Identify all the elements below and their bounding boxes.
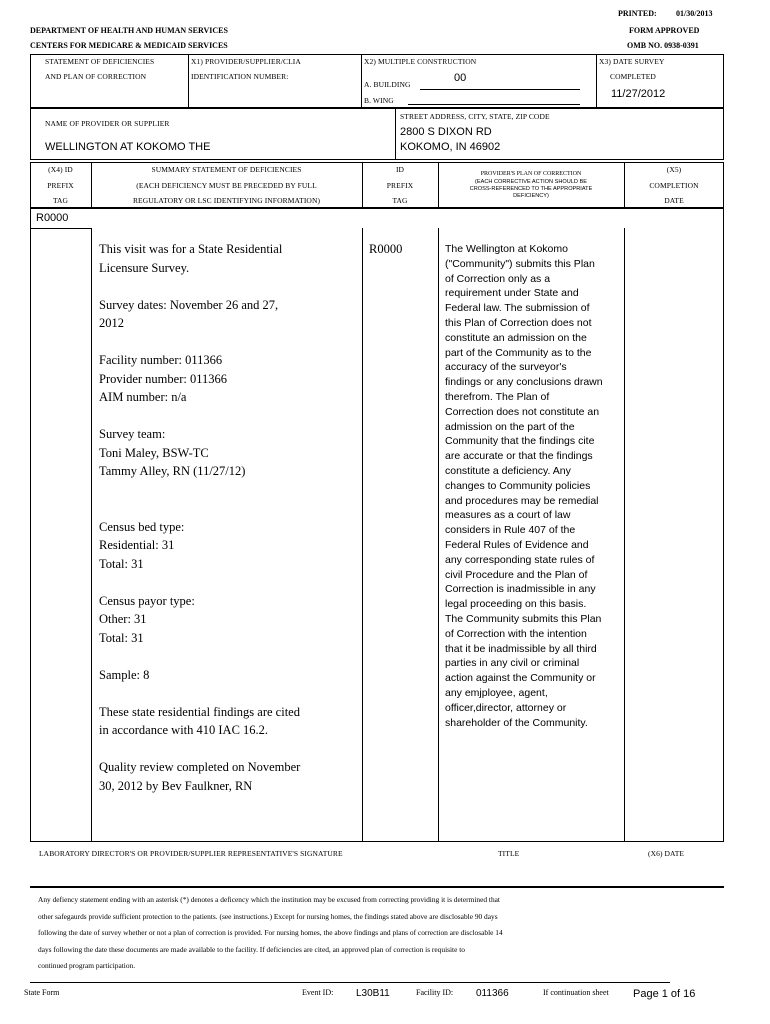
x3-label-line2: COMPLETED xyxy=(610,72,656,81)
title-label: TITLE xyxy=(498,849,520,858)
poc-line: of Correction only as a xyxy=(445,272,551,285)
notice-line: following the date of survey whether or not a plan of correction is provided. For nursing homes, the above findings and plans of correction are disclosable 14 xyxy=(38,928,503,937)
summary-line: 30, 2012 by Bev Faulkner, RN xyxy=(99,778,253,793)
poc-line: changes to Community policies xyxy=(445,479,591,492)
id-header-line3: TAG xyxy=(392,196,408,205)
plan-of-correction xyxy=(445,242,623,730)
summary-header-line1: SUMMARY STATEMENT OF DEFICIENCIES xyxy=(151,165,302,174)
x1-label-line2: IDENTIFICATION NUMBER: xyxy=(191,72,289,81)
continuation-label: If continuation sheet xyxy=(543,988,609,997)
summary-line xyxy=(99,333,359,352)
poc-line: shareholder of the Community. xyxy=(445,716,588,729)
summary-line xyxy=(99,277,359,296)
poc-line: parties in any civil or criminal xyxy=(445,657,580,670)
poc-line: Correction does not constitute an xyxy=(445,405,600,418)
notice-line: days following the date these documents are made available to the facility. If deficiencies are cited, an approved plan of correction is requisite to xyxy=(38,944,465,954)
centers-name: CENTERS FOR MEDICARE & MEDICAID SERVICES xyxy=(30,41,228,50)
poc-line: officer,director, attorney or xyxy=(445,701,567,714)
poc-header-line3: CROSS-REFERENCED TO THE APPROPRIATE xyxy=(469,186,593,192)
summary-line: Census payor type: xyxy=(99,593,195,608)
poc-line: admission on the part of the xyxy=(445,420,575,433)
facility-id-label: Facility ID: xyxy=(416,988,454,997)
summary-line: Tammy Alley, RN (11/27/12) xyxy=(99,464,246,478)
x5-header-line2: COMPLETION xyxy=(649,181,699,190)
page-number: Page 1 of 16 xyxy=(633,988,696,1000)
printed-label: PRINTED: xyxy=(618,9,657,18)
summary-line: Total: 31 xyxy=(99,556,144,571)
statement-label-line2: AND PLAN OF CORRECTION xyxy=(45,72,147,81)
address-line1: 2800 S DIXON RD xyxy=(400,126,492,138)
x4-header-line1: (X4) ID xyxy=(48,165,73,174)
poc-line: The Wellington at Kokomo xyxy=(445,243,568,255)
poc-line: therefrom. The Plan of xyxy=(445,390,550,403)
facility-id-value: 011366 xyxy=(476,988,509,999)
poc-line: Community that the findings cite xyxy=(445,435,595,448)
summary-line: This visit was for a State Residential xyxy=(99,242,283,256)
event-id-label: Event ID: xyxy=(302,988,334,997)
statement-label-line1: STATEMENT OF DEFICIENCIES xyxy=(45,57,155,66)
x2-label: X2) MULTIPLE CONSTRUCTION xyxy=(364,57,477,66)
summary-line: AIM number: n/a xyxy=(99,390,187,404)
summary-line: Toni Maley, BSW-TC xyxy=(99,445,209,460)
poc-line: are accurate or that the findings xyxy=(445,450,593,463)
summary-statement xyxy=(99,240,359,795)
notice-line: other safegaurds provide sufficient protection to the patients. (see instructions.) Except for nursing homes, the findings stated above are disclosable 90 days xyxy=(38,911,498,921)
summary-line: Facility number: 011366 xyxy=(99,353,223,367)
address-line2: KOKOMO, IN 46902 xyxy=(400,141,501,153)
notice-line: continued program participation. xyxy=(38,961,136,970)
summary-line xyxy=(99,481,359,500)
poc-line: ("Community") submits this Plan xyxy=(445,257,595,270)
poc-line: this Plan of Correction does not xyxy=(445,316,592,329)
summary-line: Other: 31 xyxy=(99,612,147,626)
poc-line: measures as a court of law xyxy=(445,509,571,522)
summary-line xyxy=(99,740,359,759)
disclosure-notice xyxy=(38,892,724,975)
poc-line: and procedures may be remedial xyxy=(445,494,599,507)
summary-header-line3: REGULATORY OR LSC IDENTIFYING INFORMATION) xyxy=(132,196,321,205)
department-name: DEPARTMENT OF HEALTH AND HUMAN SERVICES xyxy=(30,26,228,35)
x3-label-line1: X3) DATE SURVEY xyxy=(599,57,665,66)
summary-line: Survey dates: November 26 and 27, xyxy=(99,297,279,312)
poc-header-line2: (EACH CORRECTIVE ACTION SHOULD BE xyxy=(475,179,587,185)
poc-line: any emjployee, agent, xyxy=(445,686,548,699)
poc-line: considers in Rule 407 of the xyxy=(445,524,576,537)
poc-line: action against the Community or xyxy=(445,672,596,685)
summary-header-line2: (EACH DEFICIENCY MUST BE PRECEDED BY FULL xyxy=(136,181,317,190)
summary-line: Quality review completed on November xyxy=(99,760,301,774)
x5-header-line1: (X5) xyxy=(666,165,682,174)
poc-line: The Community submits this Plan xyxy=(445,612,602,625)
summary-line: Survey team: xyxy=(99,427,166,441)
summary-line xyxy=(99,684,359,703)
provider-name-label: NAME OF PROVIDER OR SUPPLIER xyxy=(45,119,170,128)
id-header-line1: ID xyxy=(395,165,405,174)
poc-line: Federal law. The submission of xyxy=(445,302,590,315)
wing-label: B. WING xyxy=(364,96,394,105)
x4-header-line2: PREFIX xyxy=(47,181,74,190)
printed-date: 01/30/2013 xyxy=(676,9,713,18)
summary-line: Sample: 8 xyxy=(99,667,150,682)
poc-line: requirement under State and xyxy=(445,287,579,300)
state-form-label: State Form xyxy=(24,988,60,997)
poc-line: that it be inadmissible by all third xyxy=(445,642,597,655)
poc-line: constitute a deficiency. Any xyxy=(445,464,571,477)
poc-line: Federal Rules of Evidence and xyxy=(445,538,589,551)
survey-completed-date: 11/27/2012 xyxy=(611,88,666,100)
poc-line: part of the Community as to the xyxy=(445,346,592,359)
poc-line: legal proceeding on this basis. xyxy=(445,598,587,611)
poc-line: any corresponding state rules of xyxy=(445,553,595,566)
date-label: (X6) DATE xyxy=(648,849,685,858)
left-prefix-tag: R0000 xyxy=(36,212,69,224)
summary-line xyxy=(99,407,359,426)
id-header-line2: PREFIX xyxy=(386,181,414,190)
x1-label-line1: X1) PROVIDER/SUPPLIER/CLIA xyxy=(191,57,301,66)
summary-line xyxy=(99,573,359,592)
summary-line: Residential: 31 xyxy=(99,538,175,552)
summary-line: Census bed type: xyxy=(99,519,185,534)
poc-line: constitute an admission on the xyxy=(445,331,587,344)
id-prefix-tag: R0000 xyxy=(369,242,403,256)
poc-header-line1: PROVIDER'S PLAN OF CORRECTION xyxy=(480,171,582,177)
building-value: 00 xyxy=(454,72,467,84)
poc-header-line4: DEFICIENCY) xyxy=(513,193,549,199)
summary-line xyxy=(99,647,359,666)
poc-line: findings or any conclusions drawn xyxy=(445,376,603,389)
event-id-value: L30B11 xyxy=(356,988,390,999)
x4-header-line3: TAG xyxy=(52,196,69,205)
summary-line: Provider number: 011366 xyxy=(99,371,227,386)
address-label: STREET ADDRESS, CITY, STATE, ZIP CODE xyxy=(400,112,550,121)
poc-line: civil Procedure and the Plan of xyxy=(445,568,588,581)
provider-name-value: WELLINGTON AT KOKOMO THE xyxy=(45,141,211,153)
omb-number: OMB NO. 0938-0391 xyxy=(627,41,699,50)
summary-line xyxy=(99,499,359,518)
poc-line: of Correction with the intention xyxy=(445,627,587,640)
summary-line: Total: 31 xyxy=(99,630,144,645)
poc-line: accuracy of the surveyor's xyxy=(445,361,567,374)
poc-line: Correction is inadmissible in any xyxy=(445,583,596,596)
signature-label: LABORATORY DIRECTOR'S OR PROVIDER/SUPPLIER REPRESENTATIVE'S SIGNATURE xyxy=(39,849,343,858)
summary-line: Licensure Survey. xyxy=(99,260,190,275)
building-label: A. BUILDING xyxy=(364,80,411,89)
form-approved: FORM APPROVED xyxy=(629,26,700,35)
notice-line: Any defiency statement ending with an asterisk (*) denotes a deficency which the institution may be excused from correcting providing it is determined that xyxy=(38,895,500,904)
summary-line: These state residential findings are cited xyxy=(99,704,300,719)
summary-line: in accordance with 410 IAC 16.2. xyxy=(99,723,269,737)
summary-line: 2012 xyxy=(99,316,124,330)
x5-header-line3: DATE xyxy=(664,196,684,205)
